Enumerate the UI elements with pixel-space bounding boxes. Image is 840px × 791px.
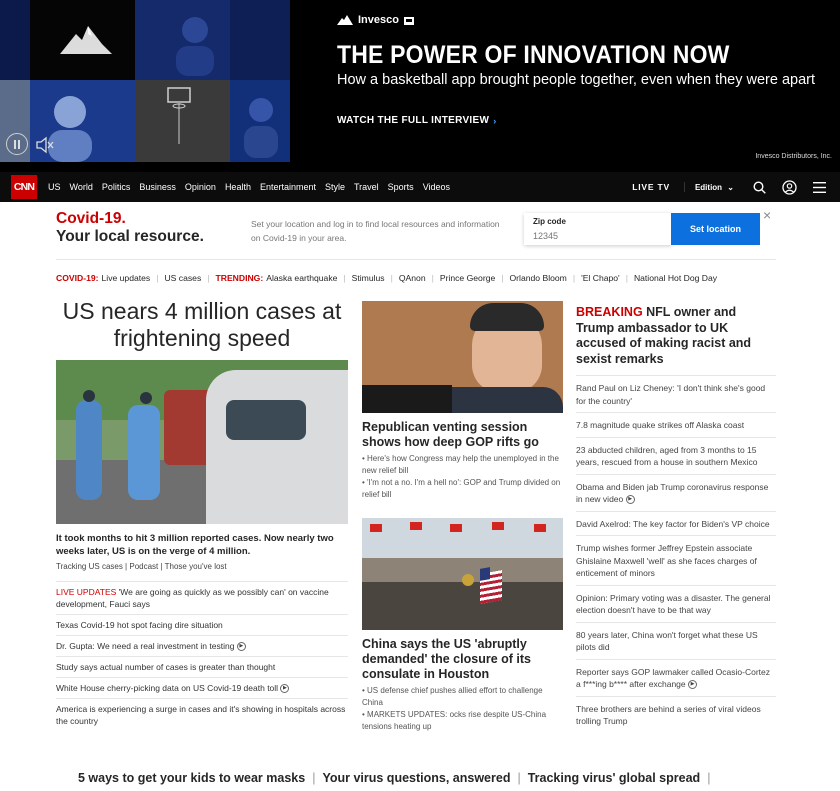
search-button[interactable] [744,181,774,194]
top-navigation [0,172,840,202]
tv-icon [404,16,414,25]
separator: | [572,273,576,283]
basketball-hoop-icon [160,86,200,146]
account-button[interactable] [774,180,804,195]
covid-description: Set your location and log in to find local resources and information on Covid-19 in your area. [251,219,500,243]
list-item[interactable] [56,656,348,677]
list-item[interactable] [576,696,776,733]
trending-link[interactable]: Stimulus [351,273,385,283]
separator: | [501,273,504,283]
trending-link[interactable]: Alaska earthquake [266,273,338,283]
advertisement-banner[interactable] [0,0,840,172]
nav-link-opinion[interactable]: Opinion [184,182,216,192]
mountain-logo-icon [58,22,114,56]
list-item-text: America is experiencing a surge in cases and it's showing in hospitals across the country [56,704,346,726]
video-play-icon: ▶ [688,680,697,689]
trending-link[interactable]: Live updates [101,273,151,283]
separator: | [517,771,521,785]
lead-sublinks[interactable]: Tracking US cases | Podcast | Those you've lost [56,562,227,571]
list-item[interactable] [576,659,776,696]
live-updates-label: LIVE UPDATES [56,587,117,597]
ad-subheadline: How a basketball app brought people together, even when they were apart [337,72,816,88]
story-image-politician[interactable] [362,301,563,413]
story-headline[interactable]: China says the US 'abruptly demanded' the closure of its consulate in Houston [362,637,531,681]
list-item-text: Texas Covid-19 hot spot facing dire situation [56,620,223,630]
list-item-text: 23 abducted children, aged from 3 months to 15 years, rescued from a house in southern Mexico [576,444,758,467]
lead-story-image[interactable] [56,360,348,524]
trending-bar [56,273,786,283]
covid-title-black: Your local resource. [56,228,204,245]
list-item-text: Three brothers are behind a series of viral videos trolling Trump [576,703,761,726]
covid-title [56,210,204,246]
list-item-text: Study says actual number of cases is greater than thought [56,662,276,672]
list-item[interactable] [576,511,776,536]
breaking-text: NFL owner and Trump ambassador to UK accused of making racist and sexist remarks [576,305,752,366]
bottom-link[interactable]: Your virus questions, answered [322,771,511,785]
nav-link-entertainment[interactable]: Entertainment [259,182,316,192]
bottom-link[interactable]: Tracking virus' global spread [527,771,701,785]
trending-link[interactable]: National Hot Dog Day [633,273,718,283]
list-item-text: White House cherry-picking data on US Covid-19 death toll [56,683,279,693]
zip-code-field[interactable] [524,213,672,245]
ad-legal-text: Invesco Distributors, Inc. [755,153,832,160]
video-play-icon: ▶ [237,642,246,651]
right-column [576,305,776,733]
ad-brand-logo [337,14,832,26]
nav-link-us[interactable]: US [48,182,61,192]
list-item-text: Opinion: Primary voting was a disaster. The general election doesn't have to be that way [576,592,771,615]
list-item-text: Dr. Gupta: We need a real investment in testing [56,641,235,651]
separator: | [625,273,628,283]
hamburger-menu-icon [813,182,826,193]
nav-links [48,182,450,192]
nav-link-videos[interactable]: Videos [422,182,451,192]
trending-label: TRENDING: [215,273,264,283]
person-silhouette-icon [238,88,284,158]
pause-icon [13,140,21,149]
trending-link[interactable]: 'El Chapo' [581,273,620,283]
list-item-text: 'We are going as quickly as we possibly can' on vaccine development, Fauci says [56,587,329,609]
list-item-text: Rand Paul on Liz Cheney: 'I don't think she's good for the country' [576,383,766,406]
bottom-link[interactable]: 5 ways to get your kids to wear masks [78,771,306,785]
nav-link-world[interactable]: World [69,182,93,192]
zip-code-input[interactable] [533,231,653,241]
separator: | [707,771,711,785]
set-location-button[interactable]: Set location [671,213,760,245]
chevron-down-icon: ⌄ [727,182,734,192]
bottom-links-strip [78,771,717,785]
list-item-text: 7.8 magnitude quake strikes off Alaska coast [576,420,745,430]
bullet-text: US defense chief pushes allied effort to challenge China [362,686,543,707]
close-banner-button[interactable] [763,207,771,223]
bullet-text: 'I'm not a no. I'm a hell no': GOP and Trump divided on relief bill [362,478,561,499]
bullet-text: Here's how Congress may help the unemployed in the new relief bill [362,454,559,475]
list-item-text: Obama and Biden jab Trump coronavirus response in new video [576,481,769,504]
close-icon: × [763,207,772,223]
pause-button[interactable] [6,133,28,155]
trending-link[interactable]: Orlando Bloom [509,273,567,283]
list-item-text: Reporter says GOP lawmaker called Ocasio-Cortez a f***ing b**** after exchange [576,666,770,689]
menu-button[interactable] [804,182,834,193]
bullet-link[interactable]: • 'I'm not a no. I'm a hell no': GOP and Trump divided on relief bill [362,478,561,499]
chevron-right-icon: › [493,115,497,126]
list-item-text: 80 years later, China won't forget what these US pilots did [576,629,758,652]
separator: | [390,273,393,283]
ad-cta-link[interactable] [337,115,832,126]
lead-story-list [56,581,348,731]
trending-link[interactable]: QAnon [398,273,426,283]
list-item[interactable] [576,535,776,585]
nav-right-controls [618,172,840,202]
lead-caption[interactable]: It took months to hit 3 million reported cases. Now nearly two weeks later, US is on the verge of 4 million. [56,533,334,557]
list-item[interactable] [576,585,776,622]
invesco-mountain-icon [337,15,353,25]
list-item[interactable] [576,375,776,412]
lead-headline[interactable]: US nears 4 million cases at frightening speed [62,298,342,351]
ad-cta-label: WATCH THE FULL INTERVIEW [337,115,490,126]
person-silhouette-icon [170,10,220,76]
video-play-icon: ▶ [280,684,289,693]
bullet-link[interactable]: • MARKETS UPDATES: ocks rise despite US-China tensions heating up [362,710,547,731]
list-item[interactable] [576,622,776,659]
covid-title-red: Covid-19. [56,210,126,227]
nav-link-travel[interactable]: Travel [354,182,379,192]
mute-button[interactable] [35,136,55,154]
breaking-label: BREAKING [576,305,643,319]
list-item[interactable] [56,677,348,698]
list-item[interactable] [56,698,348,731]
live-tv-link[interactable]: LIVE TV [618,182,685,192]
lead-story-column [56,298,348,731]
story-image-consulate[interactable] [362,518,563,630]
list-item-text: David Axelrod: The key factor for Biden's VP choice [576,518,770,529]
nav-link-sports[interactable]: Sports [387,182,414,192]
trending-link[interactable]: US cases [164,273,202,283]
search-icon [753,181,766,194]
separator: | [431,273,434,283]
list-item[interactable] [56,635,348,656]
zip-code-label: Zip code [533,217,566,226]
separator: | [207,273,210,283]
edition-label: Edition [694,182,723,192]
banner-divider [56,259,776,260]
list-item-text: Trump wishes former Jeffrey Epstein associate Ghislaine Maxwell 'well' as she faces charges of enticement of minors [576,543,757,578]
story-bullets [362,453,563,501]
separator: | [343,273,346,283]
list-item[interactable] [576,474,776,511]
covid-label: COVID-19: [56,273,99,283]
bullet-text: MARKETS UPDATES: ocks rise despite US-China tensions heating up [362,710,547,731]
trending-link[interactable]: Prince George [439,273,496,283]
middle-column [362,301,563,733]
separator: | [312,771,316,785]
headline-list [576,375,776,733]
covid-local-resource-banner [0,202,840,258]
list-item[interactable] [576,437,776,474]
list-item[interactable] [576,412,776,437]
cnn-logo[interactable]: CNN [11,175,37,199]
list-item[interactable] [56,614,348,635]
ad-brand-name: Invesco [358,14,399,26]
separator: | [156,273,159,283]
nav-link-health[interactable]: Health [224,182,251,192]
speaker-muted-icon [35,136,55,154]
edition-dropdown[interactable] [685,183,744,192]
bullet-link[interactable]: • Here's how Congress may help the unemployed in the new relief bill [362,454,559,475]
list-item[interactable] [56,581,348,614]
story-bullets [362,685,563,733]
nav-link-politics[interactable]: Politics [101,182,131,192]
ad-copy[interactable] [337,14,832,164]
breaking-headline[interactable] [576,305,776,367]
nav-link-business[interactable]: Business [139,182,176,192]
user-account-icon [782,180,797,195]
ad-headline: THE POWER OF INNOVATION NOW [337,41,730,69]
story-headline[interactable]: Republican venting session shows how deep GOP rifts go [362,420,539,449]
bullet-link[interactable]: • US defense chief pushes allied effort to challenge China [362,686,543,707]
nav-link-style[interactable]: Style [324,182,345,192]
video-play-icon: ▶ [626,495,635,504]
